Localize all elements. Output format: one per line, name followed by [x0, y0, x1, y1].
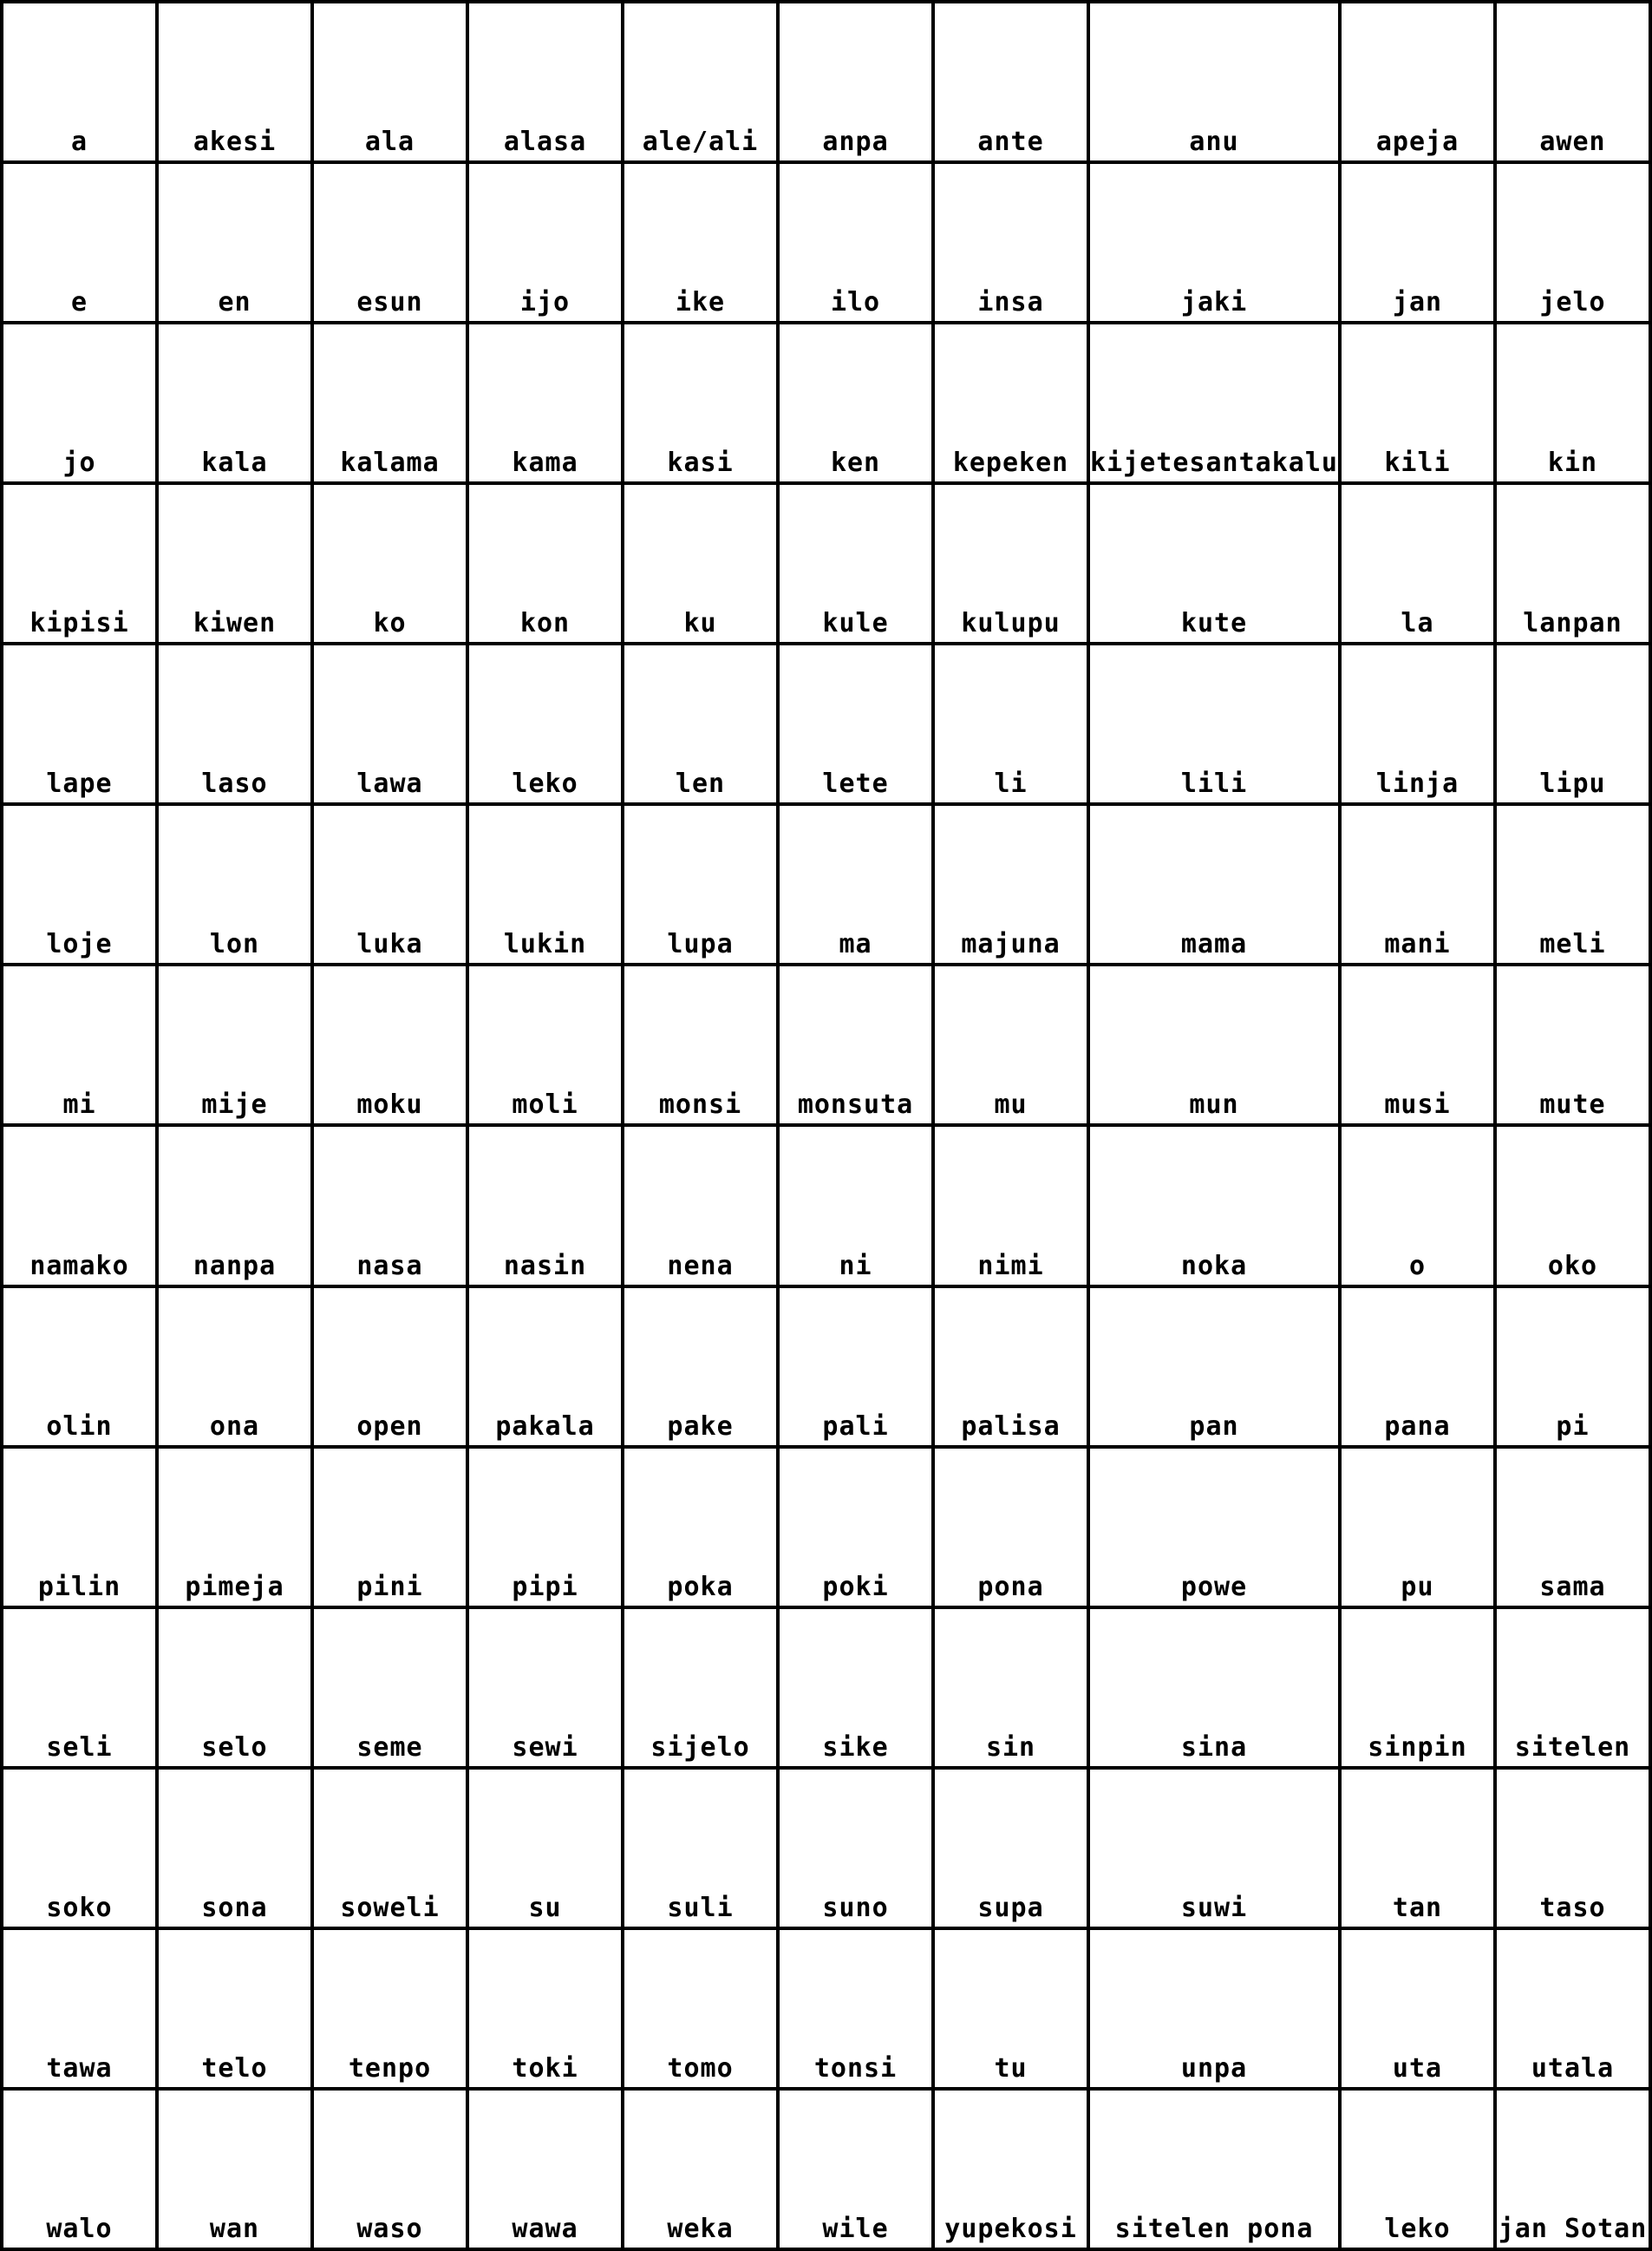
word-cell [3, 324, 159, 485]
word-label: tenpo [348, 2052, 432, 2084]
word-label: tonsi [813, 2052, 898, 2084]
word-cell [624, 485, 780, 645]
word-label: telo [201, 2052, 268, 2084]
word-label: sitelen [1514, 1731, 1631, 1763]
word-cell [159, 645, 314, 806]
word-label: mije [201, 1090, 268, 1121]
word-cell [1342, 1930, 1497, 2091]
word-cell [935, 966, 1090, 1127]
word-cell [469, 324, 624, 485]
word-cell [1090, 3, 1342, 164]
word-label: supa [977, 1892, 1044, 1923]
word-label: nanpa [193, 1250, 277, 1281]
word-cell [159, 485, 314, 645]
word-label: lukin [503, 929, 587, 960]
word-label: pini [356, 1571, 423, 1602]
word-cell [469, 1930, 624, 2091]
word-label: kiwen [193, 608, 277, 639]
word-cell [159, 3, 314, 164]
word-cell [1342, 645, 1497, 806]
word-cell [469, 485, 624, 645]
word-label: musi [1384, 1090, 1451, 1121]
word-cell [780, 485, 935, 645]
word-label: kijetesantakalu [1090, 448, 1338, 479]
word-cell [624, 1449, 780, 1609]
word-label: loje [46, 929, 113, 960]
word-label: pakala [495, 1410, 595, 1442]
word-cell [1090, 2091, 1342, 2251]
word-cell [1090, 164, 1342, 324]
word-cell [1497, 164, 1652, 324]
word-cell [159, 2091, 314, 2251]
word-label: nena [667, 1250, 734, 1281]
word-label: kala [201, 448, 268, 479]
word-label: pake [667, 1410, 734, 1442]
word-cell [469, 1609, 624, 1770]
word-cell [1090, 1609, 1342, 1770]
word-label: ken [830, 448, 881, 479]
word-label: mani [1384, 929, 1451, 960]
word-label: en [218, 287, 251, 318]
word-label: jo [62, 448, 96, 479]
word-cell [3, 1449, 159, 1609]
word-label: li [994, 769, 1028, 800]
word-cell [935, 324, 1090, 485]
word-label: sinpin [1368, 1731, 1467, 1763]
word-label: o [1408, 1250, 1427, 1281]
word-label: pona [977, 1571, 1044, 1602]
word-label: lete [822, 769, 889, 800]
word-label: nimi [977, 1250, 1044, 1281]
word-label: ona [209, 1410, 260, 1442]
word-label: pi [1556, 1410, 1590, 1442]
word-label: mu [994, 1090, 1028, 1121]
word-label: kipisi [29, 608, 129, 639]
word-label: suwi [1180, 1892, 1248, 1923]
word-label: sona [201, 1892, 268, 1923]
word-label: len [675, 769, 726, 800]
word-label: open [356, 1410, 423, 1442]
word-cell [314, 1288, 469, 1449]
word-label: palisa [961, 1410, 1061, 1442]
word-label: monsuta [797, 1090, 914, 1121]
word-cell [780, 324, 935, 485]
word-cell [1090, 966, 1342, 1127]
word-cell [624, 966, 780, 1127]
word-cell [314, 1930, 469, 2091]
word-label: pilin [37, 1571, 121, 1602]
word-label: la [1401, 608, 1434, 639]
word-cell [935, 1127, 1090, 1287]
word-cell [314, 1127, 469, 1287]
word-cell [935, 1288, 1090, 1449]
word-cell [314, 645, 469, 806]
word-label: jan [1392, 287, 1443, 318]
word-label: kule [822, 608, 889, 639]
word-label: ni [839, 1250, 872, 1281]
word-cell [780, 3, 935, 164]
word-cell [3, 806, 159, 966]
word-cell [3, 2091, 159, 2251]
word-cell [314, 806, 469, 966]
word-label: mama [1180, 929, 1248, 960]
word-label: waso [356, 2213, 423, 2244]
word-cell [469, 164, 624, 324]
word-label: tan [1392, 1892, 1443, 1923]
word-label: poka [667, 1571, 734, 1602]
word-label: pipi [512, 1571, 578, 1602]
word-cell [469, 966, 624, 1127]
word-cell [624, 1288, 780, 1449]
word-cell [3, 1930, 159, 2091]
word-cell [1090, 1288, 1342, 1449]
word-label: tu [994, 2052, 1028, 2084]
word-cell [780, 1449, 935, 1609]
word-label: suno [822, 1892, 889, 1923]
word-label: powe [1180, 1571, 1248, 1602]
word-label: kepeken [952, 448, 1069, 479]
word-label: utala [1531, 2052, 1615, 2084]
word-cell [780, 1127, 935, 1287]
word-cell [1342, 1449, 1497, 1609]
word-cell [3, 1288, 159, 1449]
word-cell [1497, 806, 1652, 966]
word-cell [1497, 1609, 1652, 1770]
word-cell [935, 1609, 1090, 1770]
word-cell [3, 966, 159, 1127]
word-label: luka [356, 929, 423, 960]
word-cell [314, 1609, 469, 1770]
word-cell [469, 1288, 624, 1449]
word-label: ma [839, 929, 872, 960]
word-cell [935, 645, 1090, 806]
word-label: wan [209, 2213, 260, 2244]
word-label: pan [1189, 1410, 1239, 1442]
word-label: sike [822, 1731, 889, 1763]
word-label: lawa [356, 769, 423, 800]
word-label: kin [1547, 448, 1598, 479]
word-label: nasin [503, 1250, 587, 1281]
word-label: lili [1180, 769, 1248, 800]
word-cell [159, 966, 314, 1127]
word-label: pimeja [185, 1571, 284, 1602]
word-cell [780, 2091, 935, 2251]
word-label: jaki [1180, 287, 1248, 318]
word-cell [780, 1770, 935, 1930]
word-cell [624, 645, 780, 806]
word-label: sama [1539, 1571, 1606, 1602]
word-label: a [70, 127, 88, 158]
word-cell [1497, 966, 1652, 1127]
word-label: soko [46, 1892, 113, 1923]
word-label: kulupu [961, 608, 1061, 639]
word-cell [1342, 966, 1497, 1127]
word-label: seme [356, 1731, 423, 1763]
word-cell [1497, 1288, 1652, 1449]
word-label: tawa [46, 2052, 113, 2084]
word-label: leko [512, 769, 578, 800]
word-label: monsi [658, 1090, 742, 1121]
word-label: kalama [340, 448, 440, 479]
word-cell [159, 164, 314, 324]
word-label: wawa [512, 2213, 578, 2244]
word-label: oko [1547, 1250, 1598, 1281]
word-cell [780, 1930, 935, 2091]
word-cell [3, 1770, 159, 1930]
word-cell [159, 1770, 314, 1930]
word-label: soweli [340, 1892, 440, 1923]
word-label: sin [985, 1731, 1036, 1763]
word-label: meli [1539, 929, 1606, 960]
word-cell [314, 485, 469, 645]
word-cell [159, 324, 314, 485]
word-label: poki [822, 1571, 889, 1602]
word-cell [1497, 1770, 1652, 1930]
word-cell [935, 1930, 1090, 2091]
word-cell [159, 1288, 314, 1449]
word-label: weka [667, 2213, 734, 2244]
word-cell [1342, 3, 1497, 164]
word-cell [935, 806, 1090, 966]
word-cell [624, 806, 780, 966]
word-label: pu [1401, 1571, 1434, 1602]
word-label: noka [1180, 1250, 1248, 1281]
word-label: kili [1384, 448, 1451, 479]
word-label: jelo [1539, 287, 1606, 318]
word-label: kon [519, 608, 571, 639]
word-cell [3, 1609, 159, 1770]
word-label: kasi [667, 448, 734, 479]
word-cell [780, 645, 935, 806]
word-label: tomo [667, 2052, 734, 2084]
word-label: mun [1189, 1090, 1239, 1121]
word-label: leko [1384, 2213, 1451, 2244]
word-cell [1497, 2091, 1652, 2251]
word-label: esun [356, 287, 423, 318]
word-cell [624, 3, 780, 164]
word-label: ala [364, 127, 415, 158]
word-label: moli [512, 1090, 578, 1121]
word-label: ko [373, 608, 407, 639]
word-cell [624, 164, 780, 324]
word-cell [1497, 1449, 1652, 1609]
word-label: walo [46, 2213, 113, 2244]
word-cell [314, 1770, 469, 1930]
word-label: mute [1539, 1090, 1606, 1121]
word-cell [1342, 164, 1497, 324]
word-label: sitelen pona [1114, 2213, 1314, 2244]
word-label: ijo [519, 287, 571, 318]
word-label: lipu [1539, 769, 1606, 800]
word-label: seli [46, 1731, 113, 1763]
word-cell [159, 1930, 314, 2091]
word-label: nasa [356, 1250, 423, 1281]
word-label: sewi [512, 1731, 578, 1763]
word-label: kama [512, 448, 578, 479]
word-cell [1090, 324, 1342, 485]
word-cell [469, 645, 624, 806]
word-cell [159, 1127, 314, 1287]
word-cell [469, 1770, 624, 1930]
word-cell [1497, 485, 1652, 645]
word-cell [3, 164, 159, 324]
word-cell [314, 966, 469, 1127]
word-label: pali [822, 1410, 889, 1442]
word-cell [1090, 1770, 1342, 1930]
word-label: ku [683, 608, 717, 639]
word-cell [935, 3, 1090, 164]
word-cell [935, 2091, 1090, 2251]
word-cell [935, 1770, 1090, 1930]
word-cell [1342, 324, 1497, 485]
word-label: anpa [822, 127, 889, 158]
word-label: insa [977, 287, 1044, 318]
word-cell [1090, 1127, 1342, 1287]
word-cell [159, 806, 314, 966]
word-cell [159, 1449, 314, 1609]
word-cell [469, 1127, 624, 1287]
word-cell [1342, 1609, 1497, 1770]
word-label: mi [62, 1090, 96, 1121]
word-label: pana [1384, 1410, 1451, 1442]
word-cell [624, 2091, 780, 2251]
word-label: sina [1180, 1731, 1248, 1763]
word-cell [1497, 1930, 1652, 2091]
word-label: wile [822, 2213, 889, 2244]
word-cell [1090, 806, 1342, 966]
word-cell [3, 3, 159, 164]
word-cell [624, 1609, 780, 1770]
word-cell [3, 485, 159, 645]
word-cell [1090, 485, 1342, 645]
word-cell [780, 806, 935, 966]
word-label: toki [512, 2052, 578, 2084]
word-cell [1090, 645, 1342, 806]
word-cell [314, 2091, 469, 2251]
word-label: uta [1392, 2052, 1443, 2084]
word-cell [1342, 1127, 1497, 1287]
word-label: yupekosi [944, 2213, 1077, 2244]
word-label: laso [201, 769, 268, 800]
word-label: linja [1375, 769, 1459, 800]
word-cell [1342, 806, 1497, 966]
word-cell [780, 966, 935, 1127]
word-cell [935, 164, 1090, 324]
word-cell [1497, 1127, 1652, 1287]
word-cell [314, 324, 469, 485]
word-cell [624, 324, 780, 485]
word-label: akesi [193, 127, 277, 158]
word-label: taso [1539, 1892, 1606, 1923]
word-label: ike [675, 287, 726, 318]
word-cell [935, 485, 1090, 645]
word-label: lupa [667, 929, 734, 960]
word-label: unpa [1180, 2052, 1248, 2084]
word-label: apeja [1375, 127, 1459, 158]
word-cell [1342, 1288, 1497, 1449]
word-cell [1497, 645, 1652, 806]
word-label: sijelo [650, 1731, 750, 1763]
word-cell [780, 1288, 935, 1449]
word-cell [1342, 485, 1497, 645]
word-label: anu [1189, 127, 1239, 158]
word-label: lanpan [1523, 608, 1623, 639]
word-cell [3, 1127, 159, 1287]
word-label: suli [667, 1892, 734, 1923]
word-cell [469, 806, 624, 966]
word-cell [1342, 1770, 1497, 1930]
word-label: jan Sotan [1498, 2213, 1648, 2244]
word-label: alasa [503, 127, 587, 158]
word-cell [3, 645, 159, 806]
word-cell [780, 1609, 935, 1770]
word-cell [314, 1449, 469, 1609]
word-cell [1342, 2091, 1497, 2251]
word-label: lape [46, 769, 113, 800]
word-label: moku [356, 1090, 423, 1121]
word-label: majuna [961, 929, 1061, 960]
word-cell [159, 1609, 314, 1770]
word-cell [780, 164, 935, 324]
word-label: olin [46, 1410, 113, 1442]
word-label: lon [209, 929, 260, 960]
word-cell [624, 1770, 780, 1930]
word-cell [1497, 3, 1652, 164]
word-cell [314, 3, 469, 164]
word-cell [469, 1449, 624, 1609]
word-cell [314, 164, 469, 324]
word-label: su [528, 1892, 562, 1923]
word-label: ale/ali [642, 127, 759, 158]
word-label: e [70, 287, 88, 318]
word-cell [624, 1127, 780, 1287]
word-label: kute [1180, 608, 1248, 639]
word-cell [469, 3, 624, 164]
word-cell [935, 1449, 1090, 1609]
word-label: ante [977, 127, 1044, 158]
word-label: namako [29, 1250, 129, 1281]
word-cell [624, 1930, 780, 2091]
word-cell [469, 2091, 624, 2251]
word-cell [1090, 1930, 1342, 2091]
word-cell [1090, 1449, 1342, 1609]
word-label: ilo [830, 287, 881, 318]
word-label: selo [201, 1731, 268, 1763]
word-cell [1497, 324, 1652, 485]
word-label: awen [1539, 127, 1606, 158]
